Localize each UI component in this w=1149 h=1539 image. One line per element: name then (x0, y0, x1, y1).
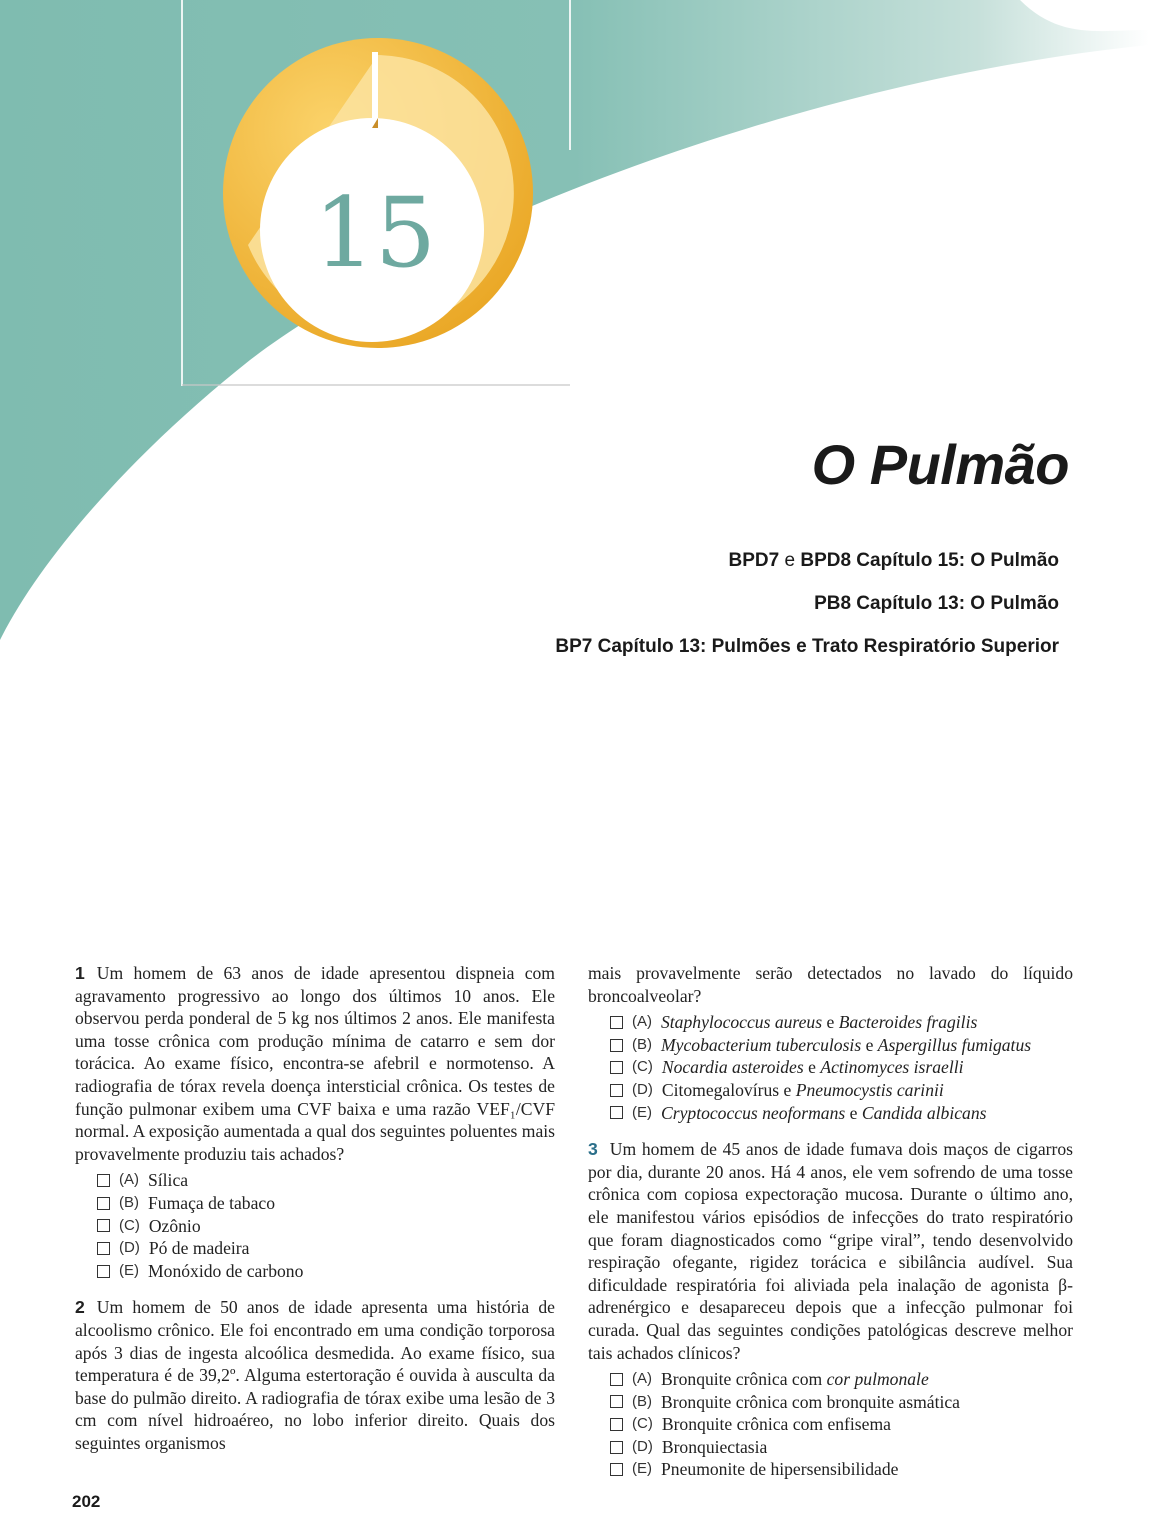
option-d[interactable] (97, 1237, 555, 1260)
checkbox[interactable] (97, 1174, 110, 1187)
option-text: Mycobacterium tuberculosis e Aspergillus fumigatus (661, 1034, 1032, 1055)
checkbox[interactable] (610, 1084, 623, 1097)
checkbox[interactable] (97, 1265, 110, 1278)
chapter-title: O Pulmão (811, 433, 1069, 496)
reference-line-1 (729, 550, 1059, 572)
option-text: Pneumonite de hipersensibilidade (661, 1459, 899, 1480)
option-e[interactable] (610, 1102, 1073, 1125)
checkbox[interactable] (97, 1219, 110, 1232)
reference-line-2: PB8 Capítulo 13: O Pulmão (814, 593, 1059, 614)
chapter-number: 15 (313, 177, 437, 289)
option-letter: (B) (632, 1035, 652, 1053)
option-text: Ozônio (148, 1215, 201, 1236)
option-letter: (A) (632, 1370, 652, 1388)
option-text: Bronquite crônica com enfisema (661, 1414, 891, 1435)
option-text: Staphylococcus aureus e Bacteroides fragilis (661, 1012, 978, 1033)
reference-part-b: e (779, 550, 801, 571)
option-b[interactable] (610, 1034, 1073, 1057)
option-a[interactable] (97, 1169, 555, 1192)
question-1 (75, 962, 555, 1165)
question-stem: Um homem de 45 anos de idade fumava dois maços de cigarros por dia, durante 20 anos. Há 4 anos, ele vem sofrendo de uma tosse crônica com copiosa expectoração mucosa. Durante o último ano, ele manifestou vários episódios de infecções do trato respiratório que foram diagnosticados como “gripe viral”, tendo desenvolvido respiração ofegante, rigidez torácica e sibilância audível. Sua dificuldade respiratória foi aliviada pela inalação de agonista β-adrenérgico e desapareceu depois que a infecção pulmonar foi curada. Qual das seguintes condições patológicas descreve melhor tais achados clínicos? (588, 1139, 1073, 1363)
checkbox[interactable] (97, 1197, 110, 1210)
option-text: Bronquite crônica com bronquite asmática (661, 1391, 960, 1412)
option-text: Cryptococcus neoformans e Candida albicans (661, 1102, 987, 1123)
question-1-options (75, 1169, 555, 1282)
option-e[interactable] (610, 1458, 1073, 1481)
option-text: Monóxido de carbono (148, 1260, 304, 1281)
question-3 (588, 1138, 1073, 1364)
option-text: Pó de madeira (148, 1238, 250, 1259)
option-text: Bronquiectasia (661, 1436, 768, 1457)
option-letter: (E) (632, 1103, 652, 1121)
option-text: Bronquite crônica com cor pulmonale (661, 1369, 929, 1390)
option-letter: (D) (632, 1080, 653, 1098)
option-c[interactable] (97, 1215, 555, 1238)
question-2-options (588, 1011, 1073, 1124)
option-d[interactable] (610, 1079, 1073, 1102)
question-number: 1 (75, 963, 85, 983)
option-b[interactable] (610, 1391, 1073, 1414)
option-text: Nocardia asteroides e Actinomyces israelli (661, 1057, 964, 1078)
option-letter: (B) (119, 1193, 139, 1211)
option-c[interactable] (610, 1413, 1073, 1436)
question-number: 3 (588, 1139, 598, 1160)
option-c[interactable] (610, 1056, 1073, 1079)
option-d[interactable] (610, 1436, 1073, 1459)
checkbox[interactable] (610, 1463, 623, 1476)
option-letter: (E) (119, 1261, 139, 1279)
checkbox[interactable] (610, 1395, 623, 1408)
question-stem: Um homem de 50 anos de idade apresenta uma história de alcoolismo crônico. Ele foi encontrado em uma condição torporosa após 3 dias de ingesta alcoólica desmedida. Ao exame físico, sua temperatura é de 39,2º. Alguma estertoração é ouvida à ausculta da base do pulmão direito. A radiografia de tórax exibe uma lesão de 3 cm com nível hidroaéreo, no lobo inferior direito. Quais dos seguintes organismos (75, 1297, 555, 1453)
teal-swoosh (0, 0, 1149, 640)
checkbox[interactable] (610, 1106, 623, 1119)
checkbox[interactable] (610, 1441, 623, 1454)
option-a[interactable] (610, 1368, 1073, 1391)
checkbox[interactable] (610, 1016, 623, 1029)
option-letter: (A) (119, 1171, 139, 1189)
left-column (75, 962, 555, 1458)
reference-part-c: BPD8 Capítulo 15: O Pulmão (800, 550, 1059, 571)
option-text: Fumaça de tabaco (148, 1192, 276, 1213)
reference-line-3: BP7 Capítulo 13: Pulmões e Trato Respiratório Superior (555, 636, 1059, 657)
option-letter: (D) (119, 1239, 140, 1257)
option-letter: (C) (632, 1415, 653, 1433)
checkbox[interactable] (610, 1418, 623, 1431)
option-b[interactable] (97, 1192, 555, 1215)
checkbox[interactable] (610, 1039, 623, 1052)
option-letter: (B) (632, 1392, 652, 1410)
question-3-options (588, 1368, 1073, 1481)
option-text: Sílica (148, 1170, 189, 1191)
option-letter: (D) (632, 1437, 653, 1455)
question-number: 2 (75, 1297, 85, 1318)
option-letter: (E) (632, 1460, 652, 1478)
question-2-continued: mais provavelmente serão detectados no lavado do líquido broncoalveolar? (588, 963, 1073, 1006)
option-text: Citomegalovírus e Pneumocystis carinii (661, 1079, 944, 1100)
option-a[interactable] (610, 1011, 1073, 1034)
option-letter: (C) (632, 1058, 653, 1076)
checkbox[interactable] (97, 1242, 110, 1255)
right-column (588, 962, 1073, 1495)
question-2 (75, 1296, 555, 1454)
option-e[interactable] (97, 1260, 555, 1283)
checkbox[interactable] (610, 1373, 623, 1386)
reference-part-a: BPD7 (728, 550, 780, 571)
checkbox[interactable] (610, 1061, 623, 1074)
question-stem: Um homem de 63 anos de idade apresentou dispneia com agravamento progressivo ao longo dos últimos 10 anos. Ele observou perda ponderal de 5 kg nos últimos 2 anos. Ele manifesta uma tosse crônica com produção mínima de catarro e sem dor torácica. Ao exame físico, encontra-se afebril e normotenso. A radiografia de tórax revela doença intersticial crônica. Os testes de função pulmonar exibem uma CVF baixa e uma razão VEF₁/CVF normal. A exposição aumentada a qual dos seguintes poluentes mais provavelmente produziu tais achados? (75, 963, 555, 1164)
page-number: 202 (72, 1492, 101, 1511)
option-letter: (C) (119, 1216, 140, 1234)
option-letter: (A) (632, 1013, 652, 1031)
